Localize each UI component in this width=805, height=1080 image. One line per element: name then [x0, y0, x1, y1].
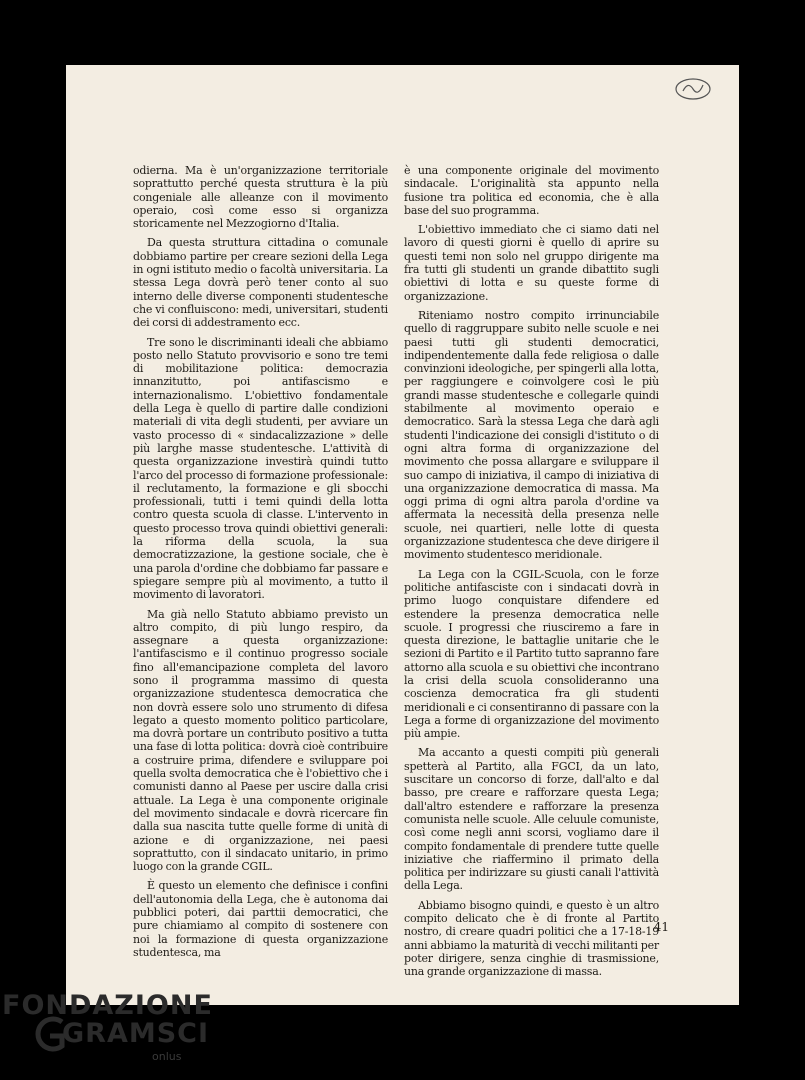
archive-stamp-icon: [673, 75, 713, 103]
paragraph: Ma già nello Statuto abbiamo previsto un altro compito, di più lungo respiro, da assegnare a questa organizzazione: l'antifascismo e il continuo progresso sociale fino all'emancipazione completa del lavoro sono il programma massimo di questa organizzazione studentesca democratica che non dovrà essere solo uno strumento di difesa legato a questo momento politico particolare, ma dovrà portare un contributo positivo a tutta una fase di lotta politica: dovrà cioè contribuire a costruire prima, difendere e sviluppare poi quella svolta democratica che è l'obiettivo che i comunisti danno al Paese per uscire dalla crisi attuale. La Lega è una componente originale del movimento sindacale e dovrà ricercare fin dalla sua nascita tutte quelle forme di unità di azione e di organizzazione, nei paesi soprattutto, con il sindacato unitario, in primo luogo con la grande CGIL.: [133, 607, 388, 874]
paragraph: La Lega con la CGIL-Scuola, con le forze politiche antifasciste con i sindacati dovrà in primo luogo conquistare difendere ed estendere la presenza democratica nelle scuole. I progressi che riusciremo a fare in questa direzione, le battaglie unitarie che le sezioni di Partito e il Partito tutto sapranno fare attorno alla scuola e su obiettivi che incontrano la crisi della scuola consolideranno una coscienza democratica fra gli studenti meridionali e ci consentiranno di passare con la Lega a forme di organizzazione del movimento più ampie.: [404, 567, 659, 741]
logo-line-1: FONDAZIONE: [2, 990, 213, 1021]
paragraph: L'obiettivo immediato che ci siamo dati nel lavoro di questi giorni è quello di aprire su questi temi non solo nel gruppo dirigente ma fra tutti gli studenti un grande dibattito sugli obiettivi di lotta e su queste forme di organizzazione.: [404, 223, 659, 303]
logo-g-icon: [32, 1014, 66, 1054]
right-column: [404, 164, 659, 985]
paragraph: Tre sono le discriminanti ideali che abbiamo posto nello Statuto provvisorio e sono tre temi di mobilitazione politica: democrazia innanzitutto, poi antifascismo e internazionalismo. L'obiettivo fondamentale della Lega è quello di partire dalle condizioni materiali di vita degli studenti, per avviare un vasto processo di « sindacalizzazione » delle più larghe masse studentesche. L'attività di questa organizzazione investirà quindi tutto l'arco del processo di formazione professionale: il reclutamento, la formazione e gli sbocchi professionali, tutti i temi quindi della lotta contro questa scuola di classe. L'intervento in questo processo trova quindi obiettivi generali: la riforma della scuola, la sua democratizzazione, la gestione sociale, che è una parola d'ordine che dobbiamo far passare e spiegare sempre più al movimento, a tutto il movimento di lavoratori.: [133, 335, 388, 602]
paragraph: odierna. Ma è un'organizzazione territoriale soprattutto perché questa struttura è la più congeniale alle alleanze con il movimento operaio, così come esso si organizza storicamente nel Mezzogiorno d'Italia.: [133, 164, 388, 231]
page-number: 41: [653, 920, 669, 934]
paragraph: Ma accanto a questi compiti più generali spetterà al Partito, alla FGCI, da un lato, suscitare un concorso di forze, dall'alto e dal basso, pre creare e rafforzare questa Lega; dall'altro estendere e rafforzare la presenza comunista nelle scuole. Alle celuule comuniste, così come negli anni scorsi, vogliamo dare il compito fondamentale di prendere tutte quelle iniziative che riaffermino il primato della politica per indirizzare su giusti canali l'attività della Lega.: [404, 746, 659, 893]
left-column: [133, 164, 388, 965]
fondazione-gramsci-logo: [2, 990, 213, 1070]
logo-line-2: GRAMSCI: [62, 1018, 210, 1049]
paragraph: Abbiamo bisogno quindi, e questo è un altro compito delicato che è di fronte al Partito nostro, di creare quadri politici che a 17-18-19 anni abbiamo la maturità di vecchi militanti per poter dirigere, senza cinghie di trasmissione, una grande organizzazione di massa.: [404, 898, 659, 979]
document-page: [66, 65, 739, 1005]
paragraph: È questo un elemento che definisce i confini dell'autonomia della Lega, che è autonoma dai pubblici poteri, dai parttii democratici, che pure chiamiamo al compito di sostenere con noi la formazione di questa organizzazione studentesca, ma: [133, 879, 388, 959]
logo-line-3: onlus: [152, 1050, 182, 1063]
paragraph: è una componente originale del movimento sindacale. L'originalità sta appunto nella fusione tra politica ed economia, che è alla base del suo programma.: [404, 164, 659, 217]
paragraph: Riteniamo nostro compito irrinunciabile quello di raggruppare subito nelle scuole e nei paesi tutti gli studenti democratici, indipendentemente dalla fede religiosa o dalle convinzioni ideologiche, per spingerli alla lotta, per raggiungere e coinvolgere così le più grandi masse studentesche e collegarle quindi stabilmente al movimento operaio e democratico. Sarà la stessa Lega che darà agli studenti l'indicazione dei consigli d'istituto o di ogni altra forma di organizzazione del movimento che possa allargare e sviluppare il suo campo di iniziativa, il campo di iniziativa di una organizzazione democratica di massa. Ma oggi prima di ogni altra parola d'ordine va affermata la necessità della presenza nelle scuole, nei quartieri, nelle lotte di questa organizzazione studentesca che deve dirigere il movimento studentesco meridionale.: [404, 308, 659, 562]
paragraph: Da questa struttura cittadina o comunale dobbiamo partire per creare sezioni della Lega in ogni istituto medio o facoltà universitaria. La stessa Lega dovrà però tener conto al suo interno delle diverse componenti studentesche che vi confluiscono: medi, universitari, studenti dei corsi di addestramento ecc.: [133, 236, 388, 330]
